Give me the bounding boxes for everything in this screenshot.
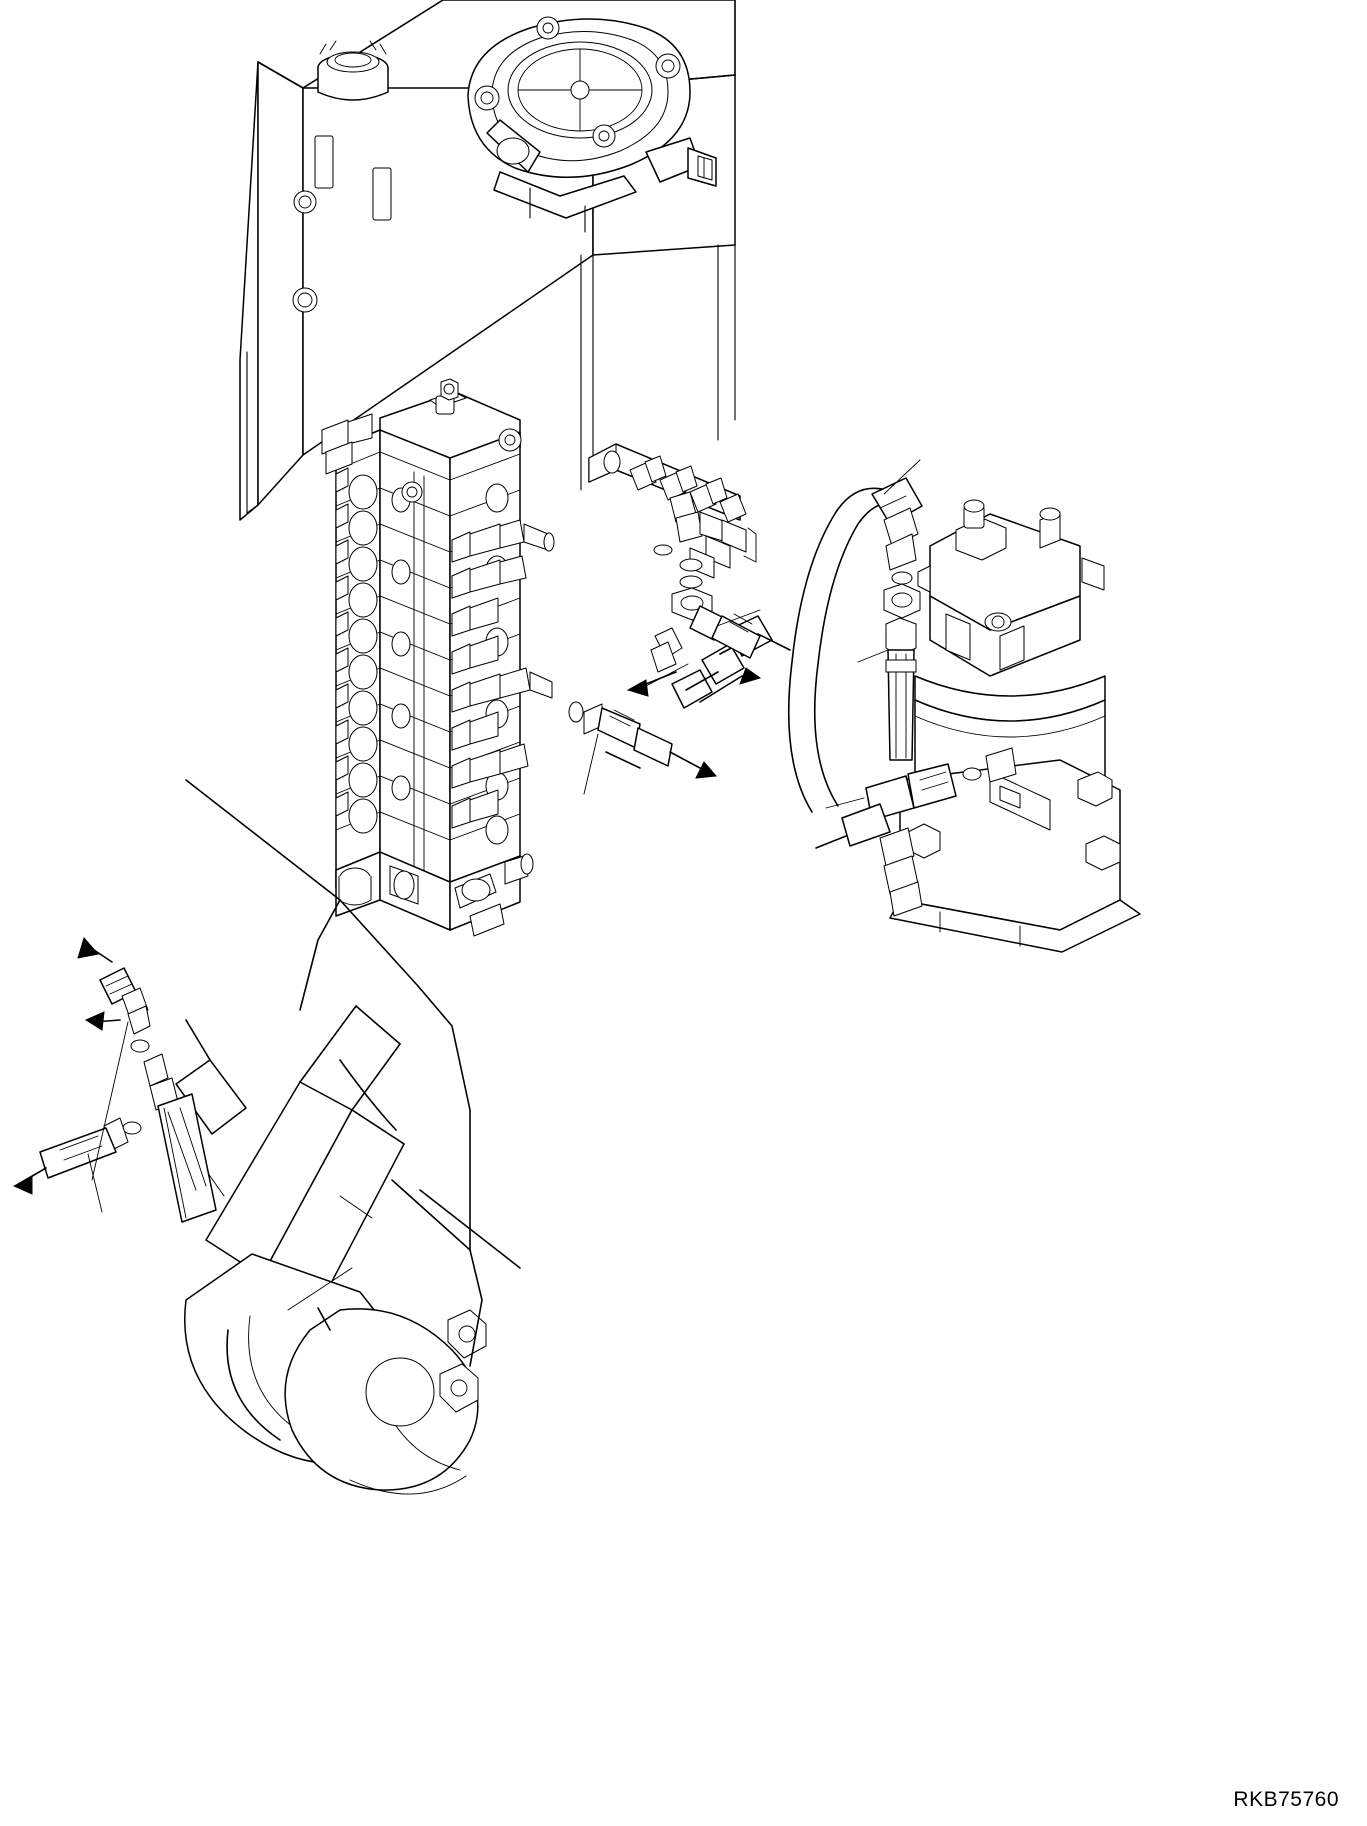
center-straight-fitting <box>569 702 716 794</box>
part-number-label: RKB75760 <box>1233 1788 1339 1811</box>
center-hose-assembly <box>646 545 790 708</box>
control-valve-block <box>322 379 554 936</box>
tank-filler-cap <box>318 41 388 100</box>
swivel-joint <box>880 500 1140 952</box>
manifold-rail <box>589 444 756 578</box>
